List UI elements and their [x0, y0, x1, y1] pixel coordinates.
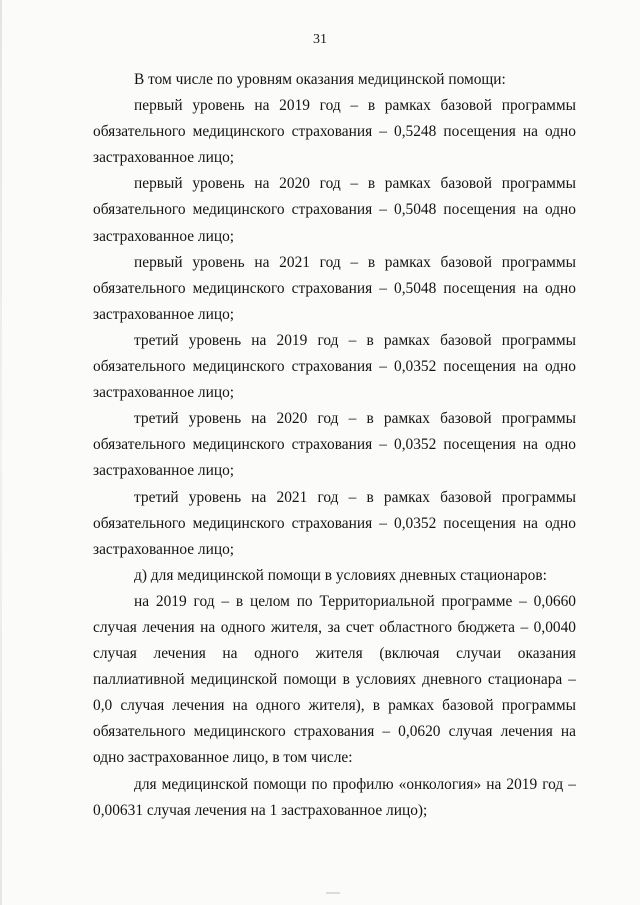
paragraph-third-level-2020: третий уровень на 2020 год – в рамках базовой программы обязательного медицинского страхования – 0,0352 посещения на одно застрахованное лицо; — [93, 410, 576, 480]
paragraph-levels-intro: В том числе по уровням оказания медицинской помощи: — [134, 71, 506, 88]
paragraph-oncology-2019: для медицинской помощи по профилю «онкология» на 2019 год – 0,00631 случая лечения на 1 застрахованное лицо); — [93, 775, 576, 819]
paragraph-first-level-2021: первый уровень на 2021 год – в рамках базовой программы обязательного медицинского страхования – 0,5048 посещения на одно застрахованное лицо; — [93, 253, 576, 323]
paragraph-first-level-2020: первый уровень на 2020 год – в рамках базовой программы обязательного медицинского страхования – 0,5048 посещения на одно застрахованное лицо; — [93, 175, 576, 245]
paragraph-third-level-2021: третий уровень на 2021 год – в рамках базовой программы обязательного медицинского страхования – 0,0352 посещения на одно застрахованное лицо; — [93, 488, 576, 558]
scan-edge-shadow — [0, 0, 2, 905]
paragraph-day-hospital-2019: на 2019 год – в целом по Территориальной программе – 0,0660 случая лечения на одного жителя, за счет областного бюджета – 0,0040 случая лечения на одного жителя (включая случаи оказания паллиативной медицинской помощи в условиях дневного стационара – 0,0 случая лечения на одного жителя), в рамках базовой программы обязательного медицинского страхования – 0,0620 случая лечения на одно застрахованное лицо, в том числе: — [93, 592, 576, 767]
page-number: 31 — [313, 32, 327, 47]
paragraph-first-level-2019: первый уровень на 2019 год – в рамках базовой программы обязательного медицинского страхования – 0,5248 посещения на одно застрахованное лицо; — [93, 97, 576, 167]
scan-artifact-mark — [326, 892, 340, 894]
paragraph-third-level-2019: третий уровень на 2019 год – в рамках базовой программы обязательного медицинского страхования – 0,0352 посещения на одно застрахованное лицо; — [93, 331, 576, 402]
document-body — [93, 67, 576, 824]
paragraph-day-hospital-heading: д) для медицинской помощи в условиях дневных стационаров: — [134, 566, 547, 584]
